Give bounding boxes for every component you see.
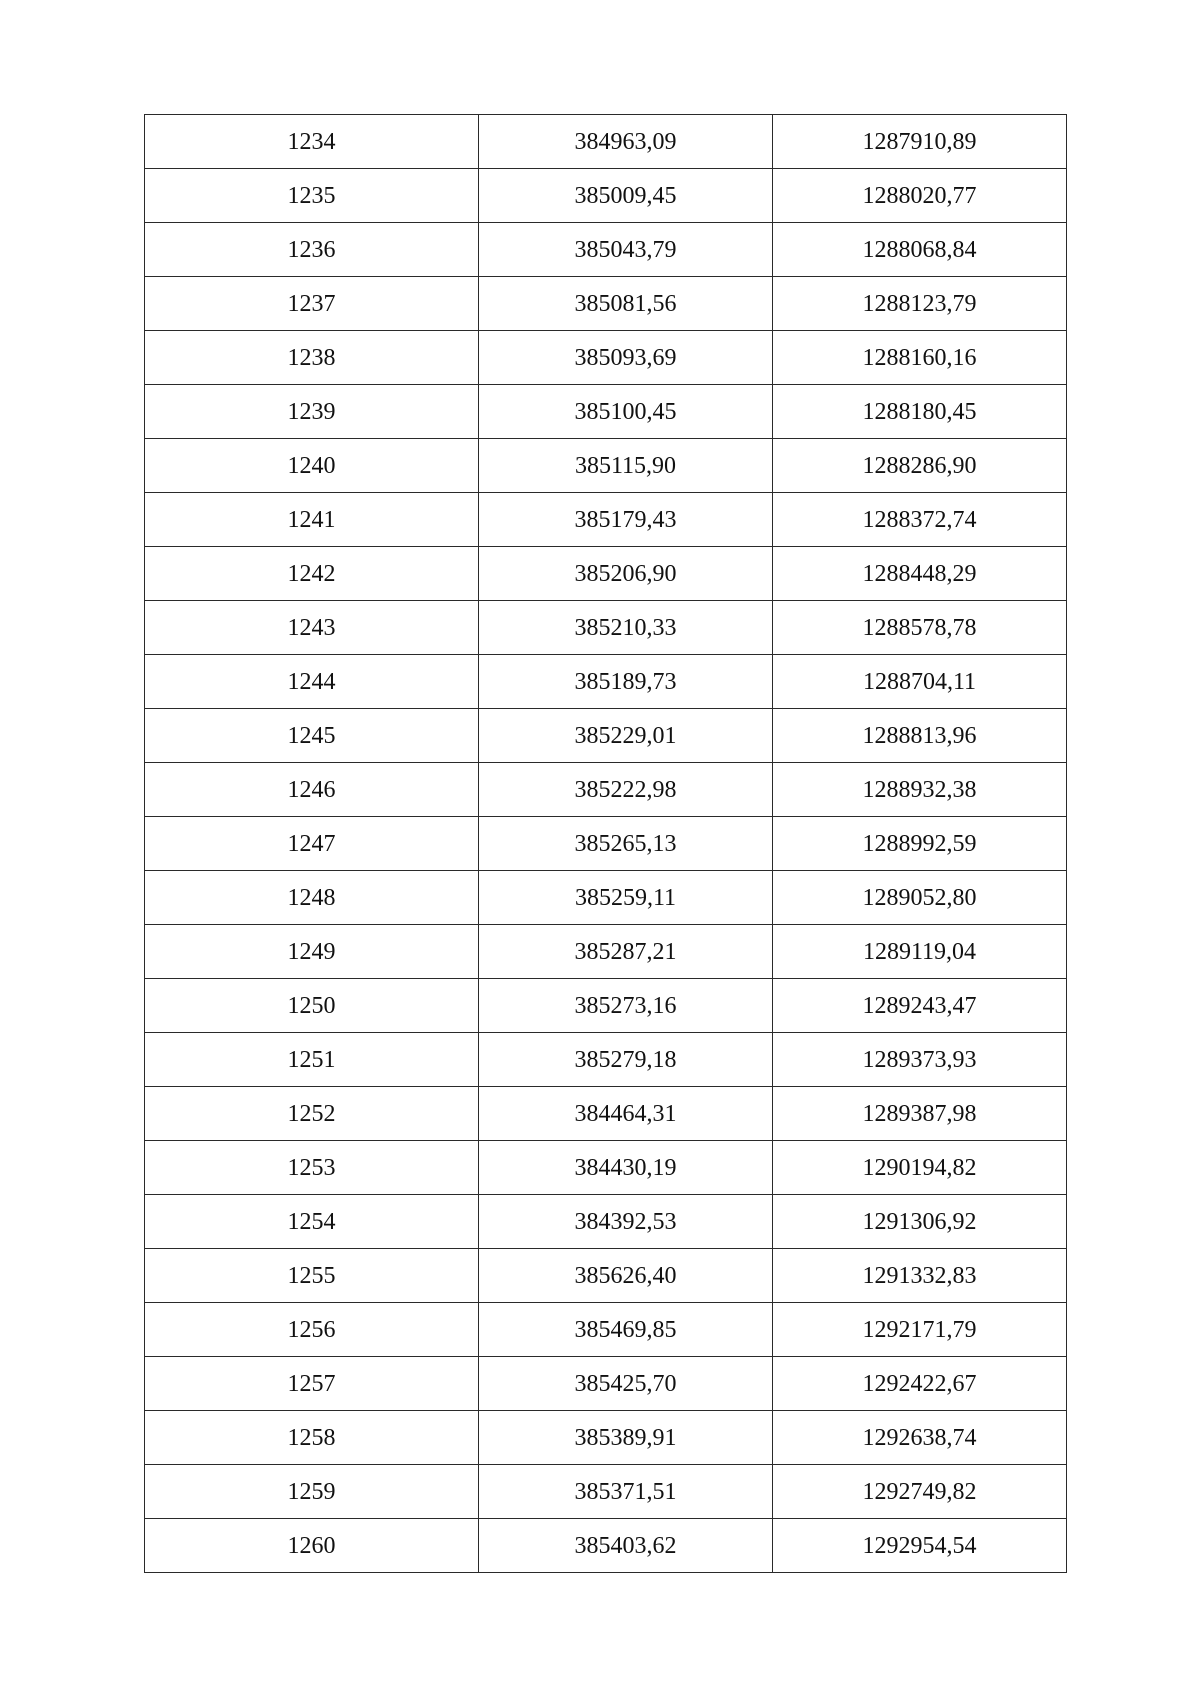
x-coordinate-cell: 385081,56 — [479, 277, 773, 331]
x-coordinate-cell: 385287,21 — [479, 925, 773, 979]
y-coordinate-cell: 1288992,59 — [773, 817, 1067, 871]
point-number-cell: 1237 — [145, 277, 479, 331]
point-number-cell: 1241 — [145, 493, 479, 547]
y-coordinate-cell: 1287910,89 — [773, 115, 1067, 169]
y-coordinate-cell: 1288123,79 — [773, 277, 1067, 331]
x-coordinate-cell: 385279,18 — [479, 1033, 773, 1087]
point-number-cell: 1248 — [145, 871, 479, 925]
table-row — [145, 331, 1067, 385]
y-coordinate-cell: 1288932,38 — [773, 763, 1067, 817]
y-coordinate-cell: 1288020,77 — [773, 169, 1067, 223]
y-coordinate-cell: 1289119,04 — [773, 925, 1067, 979]
table-row — [145, 493, 1067, 547]
x-coordinate-cell: 385371,51 — [479, 1465, 773, 1519]
table-row — [145, 763, 1067, 817]
y-coordinate-cell: 1288578,78 — [773, 601, 1067, 655]
point-number-cell: 1255 — [145, 1249, 479, 1303]
point-number-cell: 1236 — [145, 223, 479, 277]
table-row — [145, 871, 1067, 925]
point-number-cell: 1251 — [145, 1033, 479, 1087]
point-number-cell: 1243 — [145, 601, 479, 655]
x-coordinate-cell: 385009,45 — [479, 169, 773, 223]
point-number-cell: 1239 — [145, 385, 479, 439]
point-number-cell: 1235 — [145, 169, 479, 223]
table-row — [145, 385, 1067, 439]
point-number-cell: 1253 — [145, 1141, 479, 1195]
point-number-cell: 1256 — [145, 1303, 479, 1357]
coordinates-table-body — [145, 115, 1067, 1573]
table-row — [145, 547, 1067, 601]
table-row — [145, 1195, 1067, 1249]
x-coordinate-cell: 385265,13 — [479, 817, 773, 871]
y-coordinate-cell: 1288160,16 — [773, 331, 1067, 385]
point-number-cell: 1258 — [145, 1411, 479, 1465]
y-coordinate-cell: 1288180,45 — [773, 385, 1067, 439]
point-number-cell: 1257 — [145, 1357, 479, 1411]
y-coordinate-cell: 1289052,80 — [773, 871, 1067, 925]
table-row — [145, 817, 1067, 871]
table-row — [145, 1357, 1067, 1411]
table-row — [145, 1087, 1067, 1141]
table-row — [145, 979, 1067, 1033]
table-row — [145, 925, 1067, 979]
point-number-cell: 1260 — [145, 1519, 479, 1573]
x-coordinate-cell: 385210,33 — [479, 601, 773, 655]
x-coordinate-cell: 384464,31 — [479, 1087, 773, 1141]
table-row — [145, 1519, 1067, 1573]
y-coordinate-cell: 1292749,82 — [773, 1465, 1067, 1519]
y-coordinate-cell: 1288813,96 — [773, 709, 1067, 763]
y-coordinate-cell: 1292422,67 — [773, 1357, 1067, 1411]
table-row — [145, 277, 1067, 331]
table-row — [145, 1465, 1067, 1519]
coordinates-table — [144, 114, 1067, 1573]
table-row — [145, 655, 1067, 709]
table-row — [145, 223, 1067, 277]
y-coordinate-cell: 1288704,11 — [773, 655, 1067, 709]
point-number-cell: 1259 — [145, 1465, 479, 1519]
y-coordinate-cell: 1290194,82 — [773, 1141, 1067, 1195]
y-coordinate-cell: 1292954,54 — [773, 1519, 1067, 1573]
point-number-cell: 1240 — [145, 439, 479, 493]
y-coordinate-cell: 1288448,29 — [773, 547, 1067, 601]
y-coordinate-cell: 1289373,93 — [773, 1033, 1067, 1087]
x-coordinate-cell: 385189,73 — [479, 655, 773, 709]
point-number-cell: 1238 — [145, 331, 479, 385]
x-coordinate-cell: 385043,79 — [479, 223, 773, 277]
point-number-cell: 1242 — [145, 547, 479, 601]
x-coordinate-cell: 385229,01 — [479, 709, 773, 763]
x-coordinate-cell: 385626,40 — [479, 1249, 773, 1303]
point-number-cell: 1246 — [145, 763, 479, 817]
table-row — [145, 115, 1067, 169]
point-number-cell: 1234 — [145, 115, 479, 169]
y-coordinate-cell: 1291306,92 — [773, 1195, 1067, 1249]
x-coordinate-cell: 385206,90 — [479, 547, 773, 601]
table-row — [145, 1411, 1067, 1465]
y-coordinate-cell: 1288068,84 — [773, 223, 1067, 277]
x-coordinate-cell: 385100,45 — [479, 385, 773, 439]
point-number-cell: 1247 — [145, 817, 479, 871]
y-coordinate-cell: 1291332,83 — [773, 1249, 1067, 1303]
table-row — [145, 1033, 1067, 1087]
point-number-cell: 1252 — [145, 1087, 479, 1141]
table-row — [145, 169, 1067, 223]
x-coordinate-cell: 385425,70 — [479, 1357, 773, 1411]
y-coordinate-cell: 1288372,74 — [773, 493, 1067, 547]
table-row — [145, 1303, 1067, 1357]
table-row — [145, 1141, 1067, 1195]
table-row — [145, 601, 1067, 655]
x-coordinate-cell: 385403,62 — [479, 1519, 773, 1573]
point-number-cell: 1245 — [145, 709, 479, 763]
y-coordinate-cell: 1289387,98 — [773, 1087, 1067, 1141]
x-coordinate-cell: 385273,16 — [479, 979, 773, 1033]
x-coordinate-cell: 385179,43 — [479, 493, 773, 547]
y-coordinate-cell: 1292638,74 — [773, 1411, 1067, 1465]
x-coordinate-cell: 384430,19 — [479, 1141, 773, 1195]
x-coordinate-cell: 385259,11 — [479, 871, 773, 925]
y-coordinate-cell: 1292171,79 — [773, 1303, 1067, 1357]
x-coordinate-cell: 385093,69 — [479, 331, 773, 385]
x-coordinate-cell: 384963,09 — [479, 115, 773, 169]
x-coordinate-cell: 385469,85 — [479, 1303, 773, 1357]
y-coordinate-cell: 1289243,47 — [773, 979, 1067, 1033]
x-coordinate-cell: 385222,98 — [479, 763, 773, 817]
y-coordinate-cell: 1288286,90 — [773, 439, 1067, 493]
point-number-cell: 1254 — [145, 1195, 479, 1249]
x-coordinate-cell: 385115,90 — [479, 439, 773, 493]
point-number-cell: 1250 — [145, 979, 479, 1033]
x-coordinate-cell: 384392,53 — [479, 1195, 773, 1249]
table-row — [145, 439, 1067, 493]
table-row — [145, 1249, 1067, 1303]
point-number-cell: 1249 — [145, 925, 479, 979]
point-number-cell: 1244 — [145, 655, 479, 709]
x-coordinate-cell: 385389,91 — [479, 1411, 773, 1465]
table-row — [145, 709, 1067, 763]
